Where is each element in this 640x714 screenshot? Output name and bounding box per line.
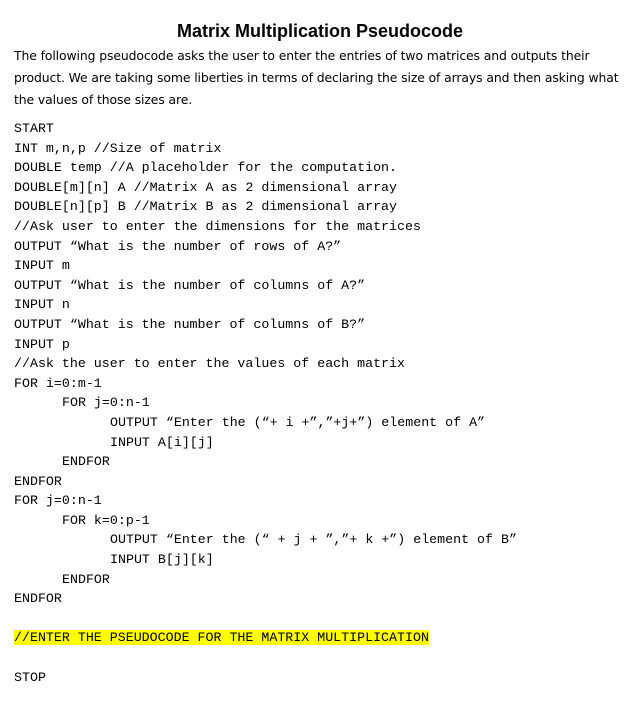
code-line: INPUT n xyxy=(14,297,70,313)
intro-paragraph: The following pseudocode asks the user to enter the entries of two matrices and outputs their product. We are taking some liberties in terms of declaring the size of arrays and then asking what the values of those sizes are. xyxy=(14,48,619,107)
pseudocode-block xyxy=(14,119,517,687)
code-line: FOR k=0:p-1 xyxy=(62,512,150,528)
code-line: DOUBLE temp //A placeholder for the computation. xyxy=(14,160,398,176)
code-line: STOP xyxy=(14,669,46,685)
code-line: DOUBLE[m][n] A //Matrix A as 2 dimensional array xyxy=(14,179,398,195)
blank-line xyxy=(14,648,517,668)
code-line: INPUT B[j][k] xyxy=(110,552,214,568)
code-line: INPUT p xyxy=(14,336,70,352)
code-line: DOUBLE[n][p] B //Matrix B as 2 dimensional array xyxy=(14,199,398,215)
code-line: FOR j=0:n-1 xyxy=(14,493,102,509)
highlighted-instruction: //ENTER THE PSEUDOCODE FOR THE MATRIX MULTIPLICATION xyxy=(14,630,429,646)
code-line: //Ask user to enter the dimensions for the matrices xyxy=(14,218,421,234)
code-line: OUTPUT “What is the number of columns of A?” xyxy=(14,277,366,293)
code-line: OUTPUT “What is the number of rows of A?” xyxy=(14,238,342,254)
blank-line xyxy=(14,609,517,629)
code-line: ENDFOR xyxy=(62,571,110,587)
code-line: INPUT A[i][j] xyxy=(110,434,214,450)
code-line: ENDFOR xyxy=(14,473,62,489)
code-line: START xyxy=(14,121,54,136)
code-line: OUTPUT “Enter the (“+ i +”,”+j+”) element of A” xyxy=(110,414,486,430)
code-line: FOR j=0:n-1 xyxy=(62,395,150,411)
code-line: OUTPUT “Enter the (“ + j + ”,”+ k +”) element of B” xyxy=(110,532,517,548)
code-line: ENDFOR xyxy=(62,454,110,470)
document-title: Matrix Multiplication Pseudocode xyxy=(176,21,464,41)
code-line: OUTPUT “What is the number of columns of B?” xyxy=(14,316,366,332)
code-line: INT m,n,p //Size of matrix xyxy=(14,140,222,156)
code-line: ENDFOR xyxy=(14,591,62,607)
code-line: //Ask the user to enter the values of each matrix xyxy=(14,356,405,372)
code-line: INPUT m xyxy=(14,258,70,274)
code-line: FOR i=0:m-1 xyxy=(14,375,102,391)
